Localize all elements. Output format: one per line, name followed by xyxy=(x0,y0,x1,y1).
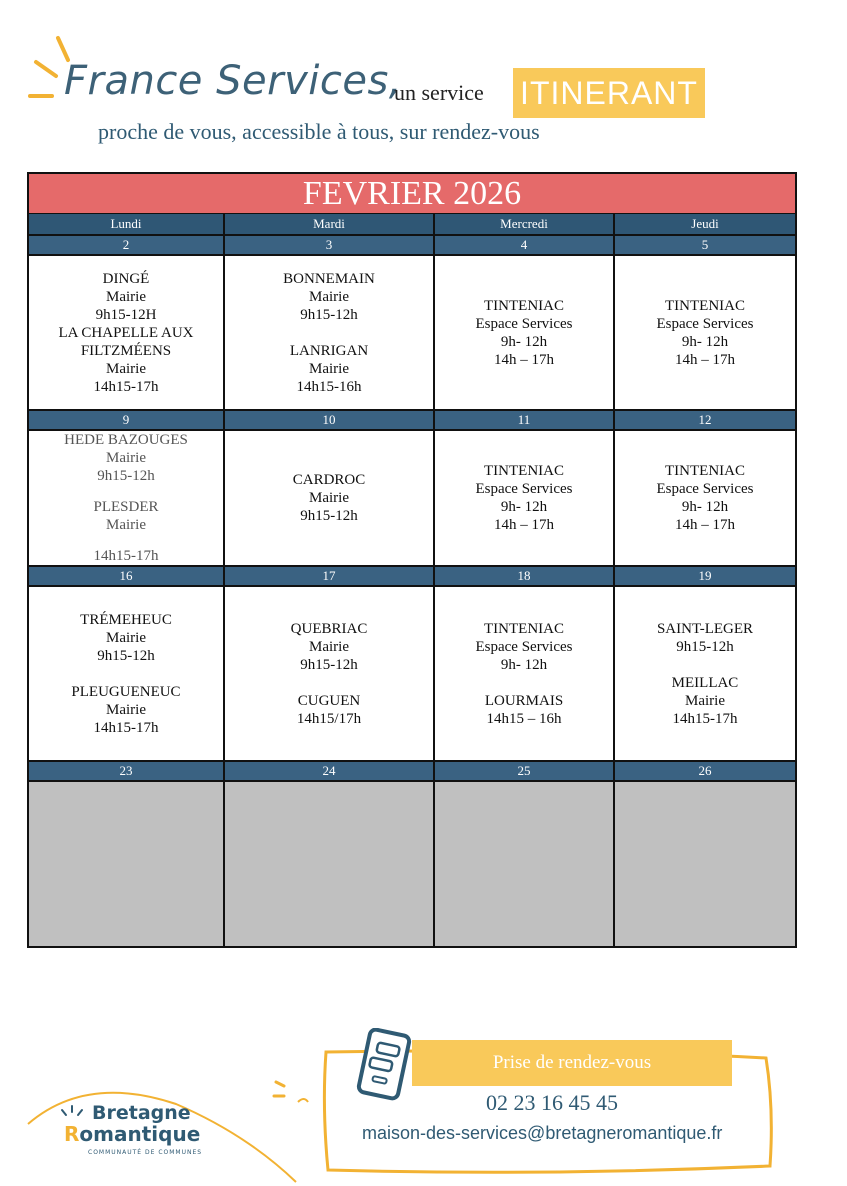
appointment-banner xyxy=(412,1040,732,1086)
cell-line: Mairie xyxy=(106,360,146,377)
cell-line: TINTENIAC xyxy=(665,297,745,314)
date-number: 25 xyxy=(435,762,615,782)
cell-line: 14h15-17h xyxy=(93,719,159,736)
cell-line: TRÉMEHEUC xyxy=(80,611,172,628)
cell-line: LA CHAPELLE AUX xyxy=(58,324,194,341)
cell-line: 9h15-12h xyxy=(97,647,155,664)
day-cell xyxy=(435,587,615,762)
cell-line: 9h- 12h xyxy=(681,333,729,350)
cell-line: 9h- 12h xyxy=(500,499,548,515)
day-cell xyxy=(615,256,795,411)
cell-line: Espace Services xyxy=(656,315,754,332)
cell-line: Mairie xyxy=(309,490,349,506)
cell-line: 9h15-12h xyxy=(300,508,358,524)
cell-line: Mairie xyxy=(106,450,146,466)
cell-line: 14h – 17h xyxy=(675,351,735,368)
cell-line: Mairie xyxy=(106,701,146,718)
itinerant-badge-label: ITINERANT xyxy=(520,74,698,111)
cell-line: Mairie xyxy=(685,692,725,709)
cell-line: Espace Services xyxy=(475,315,573,332)
logo-subtitle: COMMUNAUTÉ DE COMMUNES xyxy=(88,1149,203,1156)
date-number: 24 xyxy=(225,762,435,782)
page-footer xyxy=(0,1000,847,1186)
day-cell xyxy=(615,587,795,762)
cell-line: QUEBRIAC xyxy=(290,620,368,637)
day-cell xyxy=(225,256,435,411)
date-number: 9 xyxy=(29,411,225,431)
week-4-dates xyxy=(29,762,795,782)
date-number: 4 xyxy=(435,236,615,256)
month-title-bar xyxy=(29,174,795,214)
cell-line: Mairie xyxy=(106,629,146,646)
cell-line: 14h15/17h xyxy=(296,710,362,727)
logo-bretagne: Bretagne xyxy=(92,1102,191,1124)
cell-line: 14h – 17h xyxy=(494,517,554,533)
cell-line: 9h15-12h xyxy=(300,306,358,323)
cell-line: 14h15-17h xyxy=(93,548,159,564)
cell-line: 14h15 – 16h xyxy=(486,710,562,727)
date-number: 16 xyxy=(29,567,225,587)
cell-line: 14h15-16h xyxy=(296,378,362,395)
cell-line: Espace Services xyxy=(475,481,573,497)
day-cell xyxy=(29,431,225,567)
cell-line: 14h – 17h xyxy=(494,351,554,368)
day-cell xyxy=(435,256,615,411)
day-cell xyxy=(29,587,225,762)
month-title: FEVRIER 2026 xyxy=(302,174,522,212)
cell-line: MEILLAC xyxy=(671,674,739,691)
cell-line: 9h15-12h xyxy=(300,656,358,673)
empty-day-cell xyxy=(615,782,795,946)
cell-line: 9h15-12h xyxy=(97,468,155,484)
weekday-monday: Lundi xyxy=(29,214,225,236)
day-cell xyxy=(225,431,435,567)
week-4-cells xyxy=(29,782,795,946)
week-1-dates xyxy=(29,236,795,256)
empty-day-cell xyxy=(435,782,615,946)
cell-line: 9h15-12H xyxy=(95,306,157,323)
day-cell xyxy=(435,431,615,567)
cell-line: CARDROC xyxy=(292,472,366,488)
cell-line: FILTZMÉENS xyxy=(80,342,172,359)
logo-romantique-rest: omantique xyxy=(79,1122,201,1146)
weekday-thursday: Jeudi xyxy=(615,214,795,236)
accent-dash-marks xyxy=(270,1074,310,1114)
cell-line: HEDE BAZOUGES xyxy=(64,432,188,448)
day-cell xyxy=(29,256,225,411)
week-2-cells xyxy=(29,431,795,567)
email-link[interactable]: maison-des-services@bretagneromantique.fr xyxy=(362,1123,723,1143)
cell-line: PLEUGUENEUC xyxy=(71,683,181,700)
week-3-dates xyxy=(29,567,795,587)
day-cell xyxy=(615,431,795,567)
appointment-label: Prise de rendez-vous xyxy=(492,1052,652,1073)
cell-line: 9h- 12h xyxy=(500,656,548,673)
weekday-tuesday: Mardi xyxy=(225,214,435,236)
cell-line: PLESDER xyxy=(93,499,159,515)
cell-line: Mairie xyxy=(106,288,146,305)
brand-title: France Services, xyxy=(64,58,403,104)
week-2-dates xyxy=(29,411,795,431)
date-number: 11 xyxy=(435,411,615,431)
cell-line: TINTENIAC xyxy=(484,620,564,637)
cell-line: TINTENIAC xyxy=(484,297,564,314)
phone-number[interactable]: 02 23 16 45 45 xyxy=(486,1090,618,1115)
cell-line: 14h – 17h xyxy=(675,517,735,533)
cell-line: SAINT-LEGER xyxy=(656,620,754,637)
cell-line: Espace Services xyxy=(656,481,754,497)
date-number: 3 xyxy=(225,236,435,256)
sun-rays-icon xyxy=(58,1104,86,1124)
date-number: 10 xyxy=(225,411,435,431)
cell-line: Mairie xyxy=(309,288,349,305)
tagline: proche de vous, accessible à tous, sur rendez-vous xyxy=(98,119,540,144)
date-number: 17 xyxy=(225,567,435,587)
cell-line: LOURMAIS xyxy=(484,692,564,709)
week-3-cells xyxy=(29,587,795,762)
page-header xyxy=(0,0,847,160)
week-1-cells xyxy=(29,256,795,411)
cell-line: Mairie xyxy=(309,360,349,377)
cell-line: BONNEMAIN xyxy=(283,270,375,287)
date-number: 19 xyxy=(615,567,795,587)
cell-line: TINTENIAC xyxy=(484,463,564,479)
cell-line: Mairie xyxy=(106,517,146,533)
empty-day-cell xyxy=(29,782,225,946)
date-number: 26 xyxy=(615,762,795,782)
service-prefix: un service xyxy=(394,80,484,105)
cell-line: 9h- 12h xyxy=(681,499,729,515)
date-number: 18 xyxy=(435,567,615,587)
date-number: 12 xyxy=(615,411,795,431)
logo-romantique xyxy=(64,1122,200,1146)
weekday-header-row xyxy=(29,214,795,236)
day-cell xyxy=(225,587,435,762)
date-number: 2 xyxy=(29,236,225,256)
smartphone-chat-icon xyxy=(354,1028,422,1102)
logo-initial: R xyxy=(64,1122,80,1146)
calendar xyxy=(27,172,797,948)
cell-line: DINGÉ xyxy=(102,270,150,287)
weekday-wednesday: Mercredi xyxy=(435,214,615,236)
cell-line: Mairie xyxy=(309,638,349,655)
cell-line: TINTENIAC xyxy=(665,463,745,479)
empty-day-cell xyxy=(225,782,435,946)
cell-line: CUGUEN xyxy=(297,692,361,709)
date-number: 23 xyxy=(29,762,225,782)
cell-line: 14h15-17h xyxy=(672,710,738,727)
cell-line: 9h15-12h xyxy=(676,638,734,655)
itinerant-badge xyxy=(513,68,705,118)
cell-line: 14h15-17h xyxy=(93,378,159,395)
date-number: 5 xyxy=(615,236,795,256)
cell-line: Espace Services xyxy=(475,638,573,655)
cell-line: LANRIGAN xyxy=(289,342,369,359)
cell-line: 9h- 12h xyxy=(500,333,548,350)
